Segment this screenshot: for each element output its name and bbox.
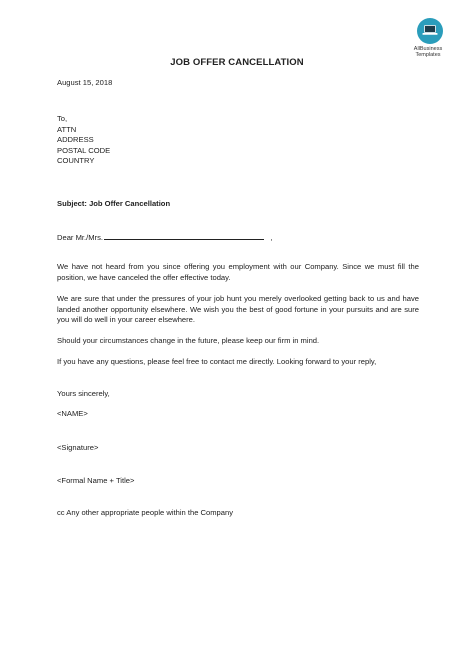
paragraph-2: We are sure that under the pressures of your job hunt you merely overlooked getting back to us and have landed another opportunity elsewhere. We wish you the best of good fortune in your pursuits and are sure you will do well in your career elsewhere. <box>57 294 419 324</box>
salutation <box>57 232 272 244</box>
paragraph-4: If you have any questions, please feel free to contact me directly. Looking forward to your reply, <box>57 357 377 366</box>
document-title: JOB OFFER CANCELLATION <box>170 57 304 68</box>
salutation-comma: , <box>270 233 273 242</box>
salutation-text: Dear Mr./Mrs. <box>57 233 103 242</box>
closing: Yours sincerely, <box>57 389 110 398</box>
company-logo <box>410 18 450 58</box>
address-line: ATTN <box>57 124 77 134</box>
address-line: COUNTRY <box>57 156 95 165</box>
logo-line-2: Templates <box>415 52 441 58</box>
paragraph-1: We have not heard from you since offering you employment with our Company. Since we must fill the position, we have canceled the offer effective today. <box>57 262 419 282</box>
letter-date: August 15, 2018 <box>57 78 113 87</box>
logo-line-1: AllBusiness <box>413 46 443 52</box>
signature-placeholder: <Signature> <box>57 443 99 452</box>
address-line: ADDRESS <box>57 135 94 144</box>
cc-line: cc Any other appropriate people within the Company <box>57 508 234 517</box>
paragraph-3: Should your circumstances change in the future, please keep our firm in mind. <box>57 336 320 345</box>
name-placeholder: <NAME> <box>57 409 88 418</box>
laptop-icon <box>417 18 443 44</box>
name-blank-line <box>104 232 264 240</box>
address-line: POSTAL CODE <box>57 145 111 155</box>
formal-name-placeholder: <Formal Name + Title> <box>57 476 135 485</box>
letter-subject: Subject: Job Offer Cancellation <box>57 199 171 208</box>
address-line: To, <box>57 114 68 123</box>
recipient-address <box>57 114 110 167</box>
